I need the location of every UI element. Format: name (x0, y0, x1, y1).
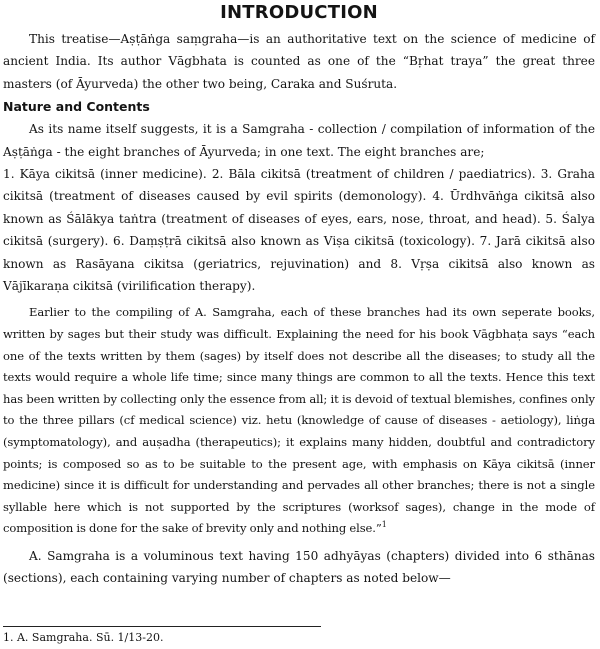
page-title: INTRODUCTION (220, 2, 378, 23)
volume-paragraph: A. Samgraha is a voluminous text having 150 adhyāyas (chapters) divided into 6 sthānas (sections), each containing varying number of chapters as noted below— (3, 549, 595, 586)
section-heading: Nature and Contents (3, 99, 150, 115)
footnote-reference: 1 (381, 520, 387, 530)
earlier-paragraph-text: Earlier to the compiling of A. Samgraha, each of these branches had its own seperate books, written by sages but their study was difficult. Explaining the need for his book Vāgbhaṭa says “each one of the texts written by them (sages) by itself does not describe all the diseases; to study all the texts would require a whole life time; since many things are common to all the texts. Hence this text has been written by collecting only the essence from all; it is devoid of textual blemishes, confines only to the three pillars (cf medical science) viz. hetu (knowledge of cause of diseases - aetiology), liṅga (symptomatology), and auṣadha (therapeutics); it explains many hidden, doubtful and contradictory points; is composed so as to be suitable to the present age, with emphasis on Kāya cikitsā (inner medicine) since it is difficult for understanding and pervades all other branches; there is not a single syllable here which is not supported by the scriptures (worksof sages), change in the mode of composition is done for the sake of brevity only and nothing else.” (3, 305, 595, 536)
nature-paragraph: As its name itself suggests, it is a Samgraha - collection / compilation of information of the Aṣṭāṅga - the eight branches of Āyurveda; in one text. The eight branches are; (3, 122, 595, 159)
footnote: 1. A. Samgraha. Sū. 1/13-20. (3, 631, 164, 644)
intro-paragraph: This treatise—Aṣṭāṅga saṃgraha—is an authoritative text on the science of medicine of ancient India. Its author Vāgbhata is counted as one of the “Bṛhat traya” the great three masters (of Āyurveda) the other two being, Caraka and Suśruta. (3, 32, 595, 91)
earlier-paragraph (3, 302, 595, 540)
footnote-divider (3, 626, 321, 627)
branches-paragraph: 1. Kāya cikitsā (inner medicine). 2. Bāla cikitsā (treatment of children / paediatrics). 3. Graha cikitsā (treatment of diseases caused by evil spirits (demonology). 4. Ūrdhvāṅga cikitsā also known as Śālākya taṅtra (treatment of diseases of eyes, ears, nose, throat, and head). 5. Śalya cikitsā (surgery). 6. Daṃṣṭrā cikitsā also known as Viṣa cikitsā (toxicology). 7. Jarā cikitsā also known as Rasāyana cikitsa (geriatrics, rejuvination) and 8. Vṛṣa cikitsā also known as Vājīkaraṇa cikitsā (virilification therapy). (3, 167, 595, 294)
